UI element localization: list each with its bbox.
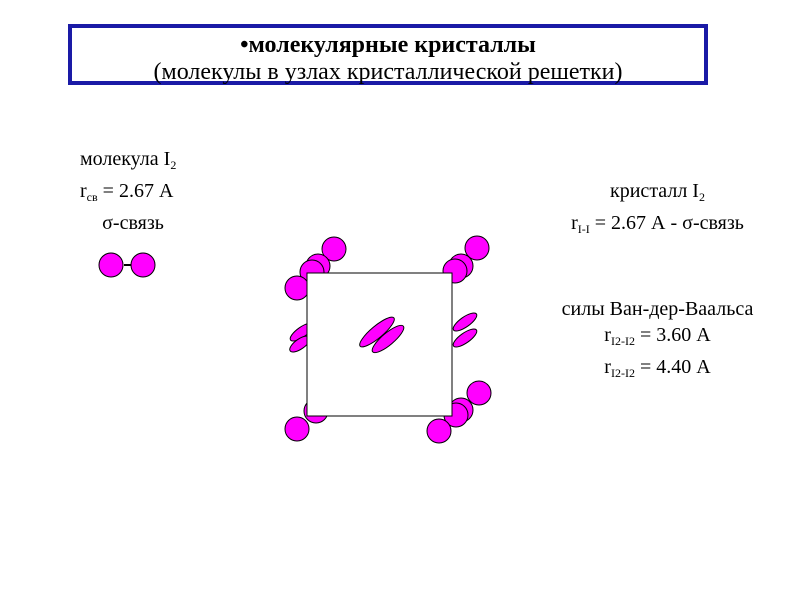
- iodine-atom: [131, 253, 155, 277]
- iodine-atom: [99, 253, 123, 277]
- i2-molecule: [99, 253, 155, 277]
- title-line-2: (молекулы в узлах кристаллической решетки): [153, 59, 623, 85]
- iodine-atom: [467, 381, 491, 405]
- molecule-bond-length: $r_{св} = 2.67$ А: [80, 180, 174, 204]
- iodine-atom: [285, 417, 309, 441]
- iodine-atom: [427, 419, 451, 443]
- vdw-title: силы Ван-дер-Ваальса: [561, 298, 754, 320]
- crystal-bond-length: $r_{I-I} = 2.67$ А - σ-связь: [571, 212, 744, 236]
- vdw-distance-2: $r_{I2-I2} = 4.40$ А: [604, 356, 711, 380]
- title-line-1: •молекулярные кристаллы: [240, 32, 536, 58]
- molecule-name: молекула $I_2$: [80, 148, 177, 172]
- crystal-name: кристалл $I_2$: [610, 180, 705, 204]
- iodine-atom: [285, 276, 309, 300]
- molecule-bond-type: σ-связь: [102, 212, 164, 234]
- vdw-distance-1: $r_{I2-I2} = 3.60$ А: [604, 324, 711, 348]
